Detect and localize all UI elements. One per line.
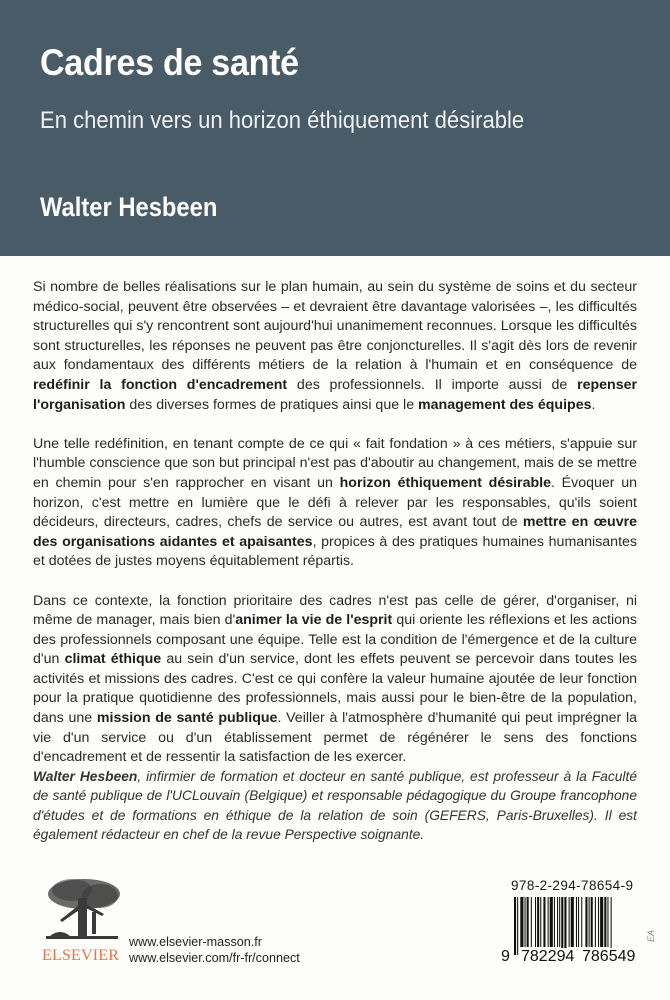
barcode-digits-left: 782294 [521, 948, 575, 965]
text-run: des diverses formes de pratiques ainsi que le [125, 396, 419, 413]
text-run: Une telle redéfinition, en tenant compte de ce qui « fait fondation » à ces métiers, s'appuie sur l'humble conscience que son but principal n'est pas d'aboutir au changement, mais de se mettre en chemin pour s'en rapprocher en visant un [33, 435, 637, 491]
bio-text: , infirmier de formation et docteur en santé publique, est professeur à la Faculté de santé publique de l'UCLouvain (Belgique) et responsable pédagogique du Groupe francophone d'études et de formations en éthique de la relation de soin (GEFERS, Paris-Bruxelles). Il est également rédacteur en chef de la revue Perspective soignante. [33, 769, 638, 843]
emphasis-text: mission de santé publique [96, 710, 278, 727]
cover-header-panel [0, 0, 670, 256]
isbn-label: 978-2-294-78654-9 [511, 878, 634, 893]
blurb-paragraph [33, 592, 637, 768]
emphasis-text: management des équipes [418, 396, 592, 413]
text-run: , propices à des pratiques humaines humanisantes et dotées de justes moyens équitablement répartis. [33, 533, 637, 570]
book-author: Walter Hesbeen [40, 192, 218, 222]
publisher-url-link[interactable]: www.elsevier.com/fr-fr/connect [129, 950, 300, 965]
barcode-digit-first: 9 [501, 948, 510, 965]
text-run: Dans ce contexte, la fonction prioritaire des cadres n'est pas celle de gérer, d'organiser, ni même de manager, mais bien d' [33, 592, 637, 629]
blurb-paragraph [33, 278, 637, 415]
text-run: . [591, 396, 596, 413]
emphasis-text: horizon éthiquement désirable [339, 474, 551, 491]
emphasis-text: redéfinir la fonction d'encadrement [33, 376, 288, 393]
bio-author-name: Walter Hesbeen [33, 769, 138, 784]
emphasis-text: mettre en œuvre des organisations aidantes et apaisantes [33, 514, 637, 550]
text-run: qui oriente les réflexions et les actions des professionnels composant une équipe. Telle est la condition de l'émergence et de la culture d'un [33, 612, 638, 668]
author-bio [33, 767, 637, 845]
elsevier-tree-icon [42, 876, 122, 944]
publisher-name: ELSEVIER [42, 947, 120, 964]
emphasis-text: repenser l'organisation [33, 376, 637, 413]
barcode-digits-right: 786549 [582, 948, 636, 965]
book-subtitle: En chemin vers un horizon éthiquement désirable [40, 107, 525, 134]
publisher-url-link[interactable]: www.elsevier-masson.fr [129, 935, 262, 949]
emphasis-text: climat éthique [64, 651, 162, 668]
book-title: Cadres de santé [40, 42, 299, 83]
barcode-icon [514, 897, 638, 955]
text-run: au sein d'un service, dont les effets peuvent se percevoir dans toutes les activités et missions des cadres. C'est ce qui confère la valeur humaine ajoutée de leur fonction pour la pratique quotidienne des professionnels, mais aussi pour le bien-être de la population, dans une [33, 651, 638, 727]
blurb-paragraph [33, 435, 637, 572]
text-run: des professionnels. Il importe aussi de [287, 376, 578, 393]
blurb [33, 278, 637, 787]
text-run: Si nombre de belles réalisations sur le plan humain, au sein du système de soins et du secteur médico-social, peuvent être observées – et devraient être davantage valorisées –, les difficultés structurelles qui s'y rencontrent sont aujourd'hui unanimement reconnues. Lorsque les difficultés sont structurelles, les réponses ne peuvent pas être conjoncturelles. Il s'agit dès lors de revenir aux fondamentaux des différents métiers de la relation à l'humain et en conséquence de [33, 279, 637, 374]
text-run: . Veiller à l'atmosphère d'humanité qui peut imprégner la vie d'un service ou d'un établissement permet de régénérer le sens des fonctions d'encadrement et de ressentir la satisfaction de les exercer. [33, 710, 637, 766]
text-run: . Évoquer un horizon, c'est mettre en lumière que le défi à relever par les responsables, qu'ils soient décideurs, directeurs, cadres, chefs de service ou autres, est avant tout de [33, 474, 638, 531]
barcode-code: EA [646, 929, 656, 942]
emphasis-text: animer la vie de l'esprit [235, 612, 393, 629]
publisher-urls [129, 935, 300, 966]
